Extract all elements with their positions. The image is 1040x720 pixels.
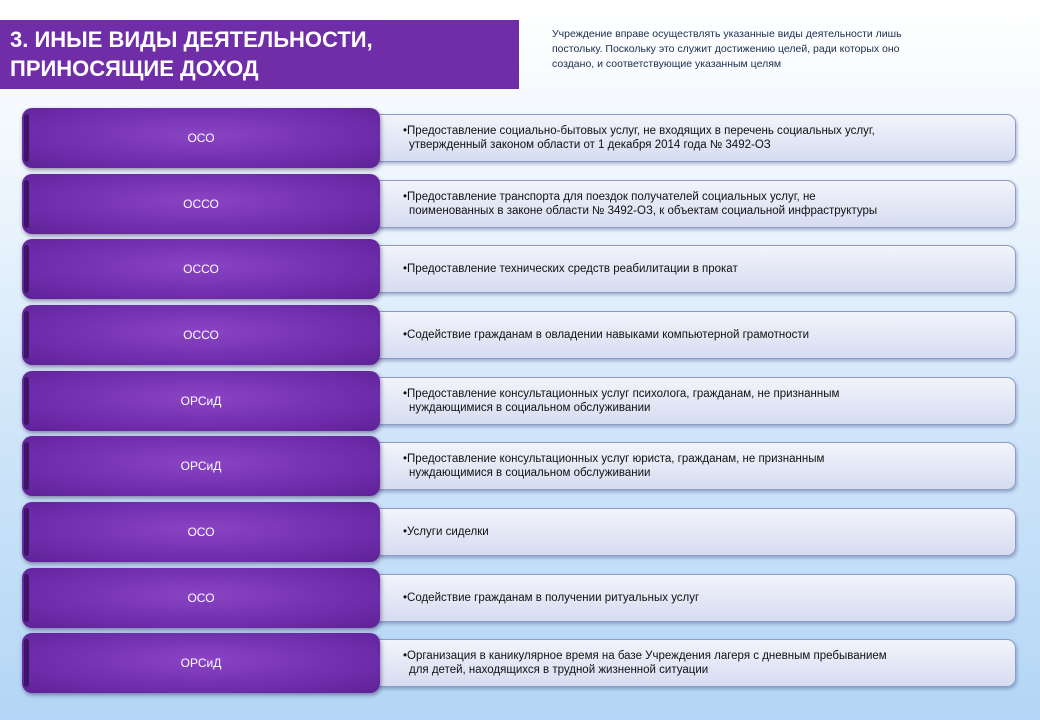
- department-label: ОСО: [187, 525, 215, 539]
- activity-description-line: •Содействие гражданам в овладении навыками компьютерной грамотности: [403, 329, 810, 341]
- department-label: ОСО: [187, 131, 215, 145]
- slide-title-line-2: ПРИНОСЯЩИЕ ДОХОД: [10, 56, 259, 81]
- activity-description-line: утвержденный законом области от 1 декабря 2014 года № 3492-ОЗ: [409, 139, 771, 151]
- activity-row: [22, 174, 1018, 234]
- department-label: ОСО: [187, 591, 215, 605]
- activity-description-line: •Предоставление консультационных услуг психолога, гражданам, не признанным: [403, 388, 840, 400]
- activity-description-line: нуждающимися в социальном обслуживании: [409, 402, 651, 414]
- department-label: ОРСиД: [180, 459, 222, 473]
- activity-description: [403, 525, 975, 539]
- activity-description-line: •Предоставление технических средств реабилитации в прокат: [403, 263, 738, 275]
- activity-description-line: для детей, находящихся в трудной жизненной ситуации: [409, 664, 709, 676]
- activity-row: [22, 436, 1018, 496]
- department-label: ОССО: [183, 197, 219, 211]
- department-badge: [22, 174, 380, 234]
- department-badge: [22, 502, 380, 562]
- activity-row: [22, 371, 1018, 431]
- activity-description: [403, 328, 975, 342]
- activity-description-line: •Организация в каникулярное время на базе Учреждения лагеря с дневным пребыванием: [403, 650, 887, 662]
- department-label: ОРСиД: [180, 394, 222, 408]
- activity-description: [403, 262, 975, 276]
- activity-description-box: [372, 311, 1016, 359]
- department-badge: [22, 305, 380, 365]
- activity-description-line: поименованных в законе области № 3492-ОЗ, к объектам социальной инфраструктуры: [409, 205, 878, 217]
- activity-row: [22, 568, 1018, 628]
- slide-title-line-1: 3. ИНЫЕ ВИДЫ ДЕЯТЕЛЬНОСТИ,: [10, 27, 373, 52]
- department-label: ОССО: [183, 328, 219, 342]
- activity-description: [403, 387, 975, 415]
- department-badge: [22, 568, 380, 628]
- activity-description-box: [372, 639, 1016, 687]
- activity-description-line: •Предоставление консультационных услуг юриста, гражданам, не признанным: [403, 453, 825, 465]
- activity-row: [22, 239, 1018, 299]
- department-badge: [22, 108, 380, 168]
- activity-description-line: нуждающимися в социальном обслуживании: [409, 467, 651, 479]
- department-badge: [22, 371, 380, 431]
- activity-description-line: •Предоставление социально-бытовых услуг, не входящих в перечень социальных услуг,: [403, 125, 875, 137]
- activity-description: [403, 190, 975, 218]
- activity-description: [403, 452, 975, 480]
- header-note-line-2: постольку. Поскольку это служит достижению целей, ради которых оно: [552, 43, 900, 55]
- activity-row: [22, 633, 1018, 693]
- department-badge: [22, 239, 380, 299]
- department-label: ОРСиД: [180, 656, 222, 670]
- activity-description-line: •Содействие гражданам в получении ритуальных услуг: [403, 592, 700, 604]
- department-label: ОССО: [183, 262, 219, 276]
- activity-description-box: [372, 180, 1016, 228]
- activity-description-box: [372, 508, 1016, 556]
- department-badge: [22, 633, 380, 693]
- activity-description: [403, 591, 975, 605]
- header-note-line-1: Учреждение вправе осуществлять указанные виды деятельности лишь: [552, 28, 902, 40]
- activity-description-box: [372, 442, 1016, 490]
- activity-description-line: •Услуги сиделки: [403, 526, 489, 538]
- activity-description: [403, 649, 975, 677]
- activity-row: [22, 305, 1018, 365]
- activity-description-box: [372, 245, 1016, 293]
- department-badge: [22, 436, 380, 496]
- activity-description-box: [372, 114, 1016, 162]
- activity-description-line: •Предоставление транспорта для поездок получателей социальных услуг, не: [403, 191, 816, 203]
- header-note-line-3: создано, и соответствующие указанным целям: [552, 58, 782, 70]
- activity-description-box: [372, 377, 1016, 425]
- activity-description: [403, 124, 975, 152]
- activity-row: [22, 502, 1018, 562]
- activity-row: [22, 108, 1018, 168]
- activity-description-box: [372, 574, 1016, 622]
